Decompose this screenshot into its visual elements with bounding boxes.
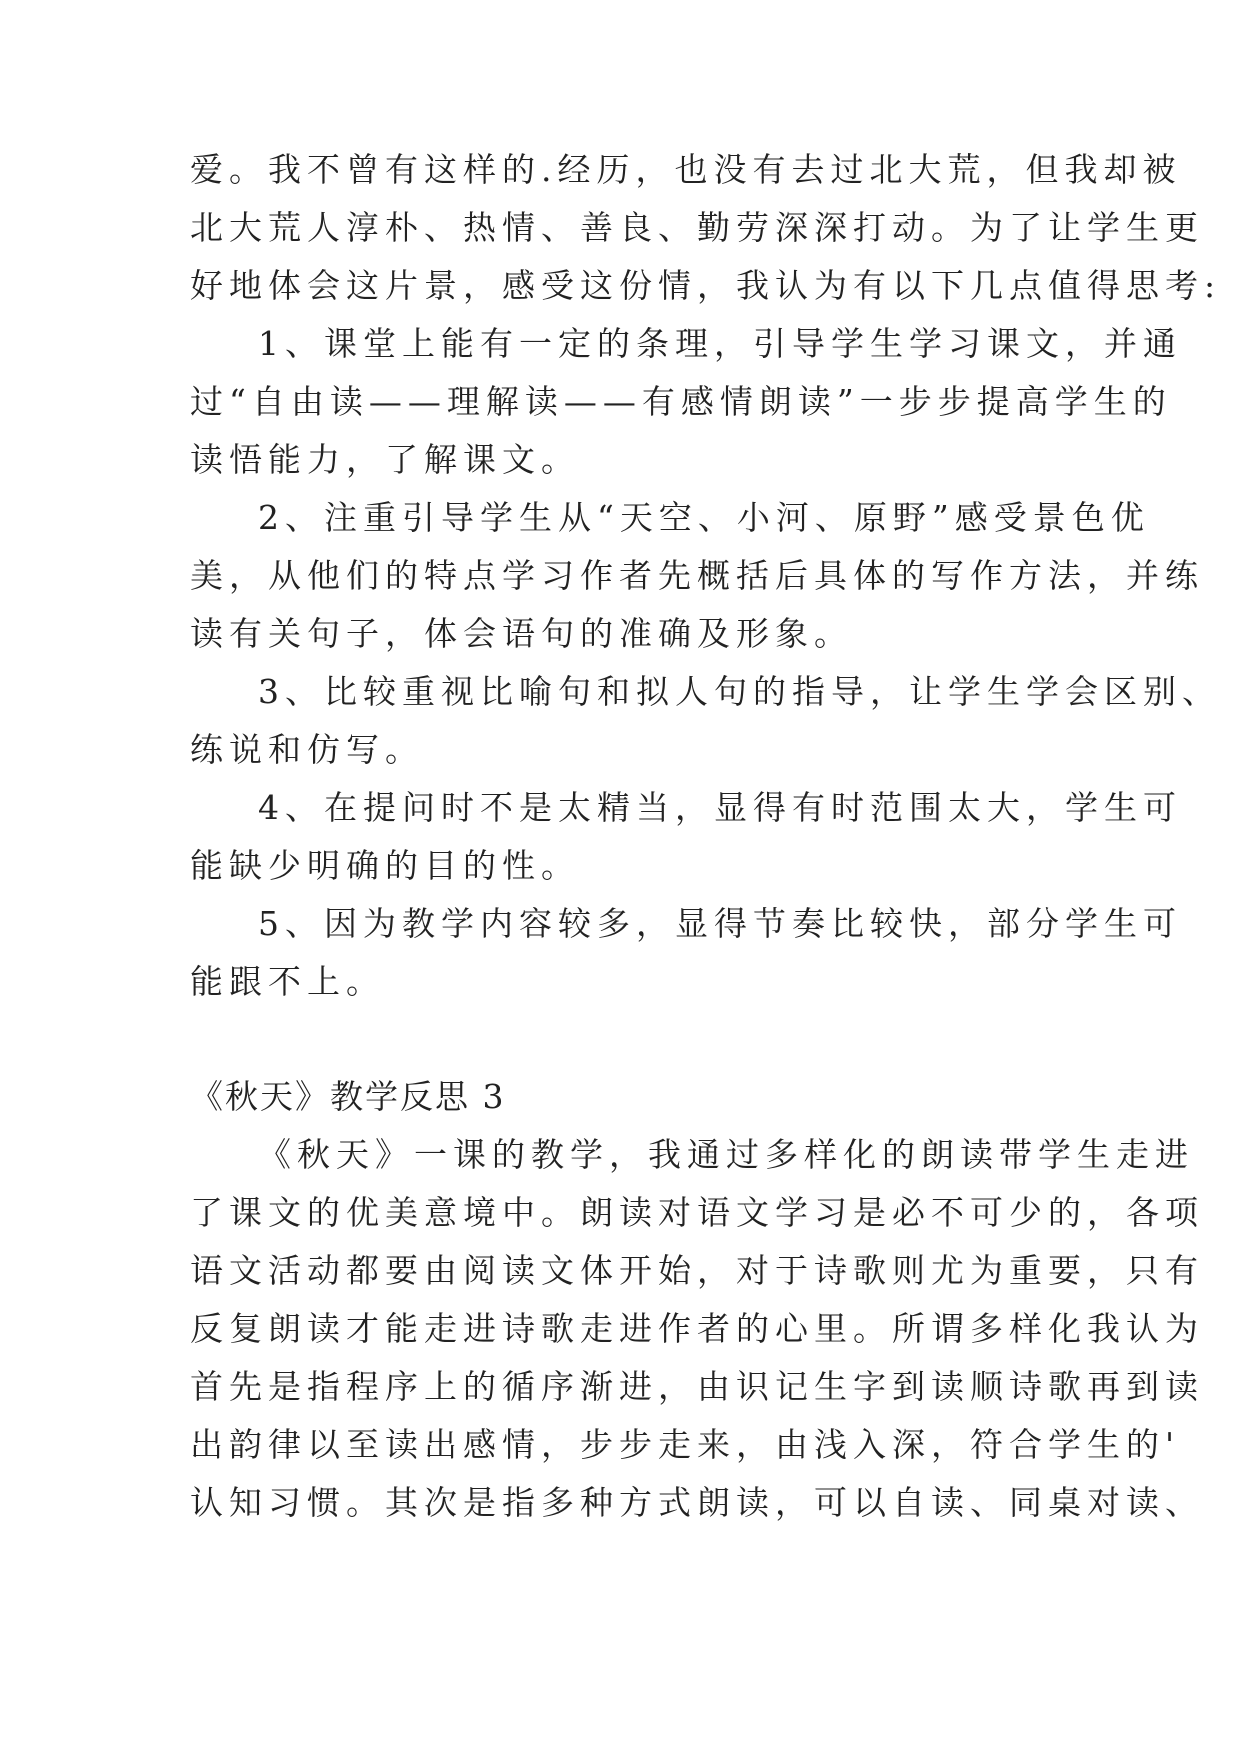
text-line: 出韵律以至读出感情，步步走来，由浅入深，符合学生的': [190, 1425, 1181, 1464]
text-line: 过“自由读——理解读——有感情朗读”一步步提高学生的: [190, 382, 1172, 421]
text-line: 爱。我不曾有这样的.经历，也没有去过北大荒，但我却被: [190, 150, 1182, 189]
text-line: 读有关句子，体会语句的准确及形象。: [190, 614, 853, 653]
list-item-2: 2、注重引导学生从“天空、小河、原野”感受景色优: [258, 498, 1150, 537]
text-line: 反复朗读才能走进诗歌走进作者的心里。所谓多样化我认为: [190, 1309, 1204, 1348]
text-line: 读悟能力，了解课文。: [190, 440, 580, 479]
text-line: 了课文的优美意境中。朗读对语文学习是必不可少的，各项: [190, 1193, 1204, 1232]
text-line: 认知习惯。其次是指多种方式朗读，可以自读、同桌对读、: [190, 1483, 1204, 1522]
text-line: 首先是指程序上的循序渐进，由识记生字到读顺诗歌再到读: [190, 1367, 1204, 1406]
text-line: 《秋天》一课的教学，我通过多样化的朗读带学生走进: [258, 1135, 1194, 1174]
text-line: 美，从他们的特点学习作者先概括后具体的写作方法，并练: [190, 556, 1204, 595]
text-line: 语文活动都要由阅读文体开始，对于诗歌则尤为重要，只有: [190, 1251, 1204, 1290]
list-item-1: 1、课堂上能有一定的条理，引导学生学习课文，并通: [258, 324, 1182, 363]
section-heading: 《秋天》教学反思 3: [190, 1077, 506, 1116]
text-line: 练说和仿写。: [190, 730, 424, 769]
list-item-3: 3、比较重视比喻句和拟人句的指导，让学生学会区别、: [258, 672, 1221, 711]
text-line: 北大荒人淳朴、热情、善良、勤劳深深打动。为了让学生更: [190, 208, 1204, 247]
text-line: 好地体会这片景，感受这份情，我认为有以下几点值得思考:: [190, 266, 1222, 305]
list-item-5: 5、因为教学内容较多，显得节奏比较快，部分学生可: [258, 904, 1182, 943]
list-item-4: 4、在提问时不是太精当，显得有时范围太大，学生可: [258, 788, 1182, 827]
text-line: 能缺少明确的目的性。: [190, 846, 580, 885]
text-line: 能跟不上。: [190, 962, 385, 1001]
